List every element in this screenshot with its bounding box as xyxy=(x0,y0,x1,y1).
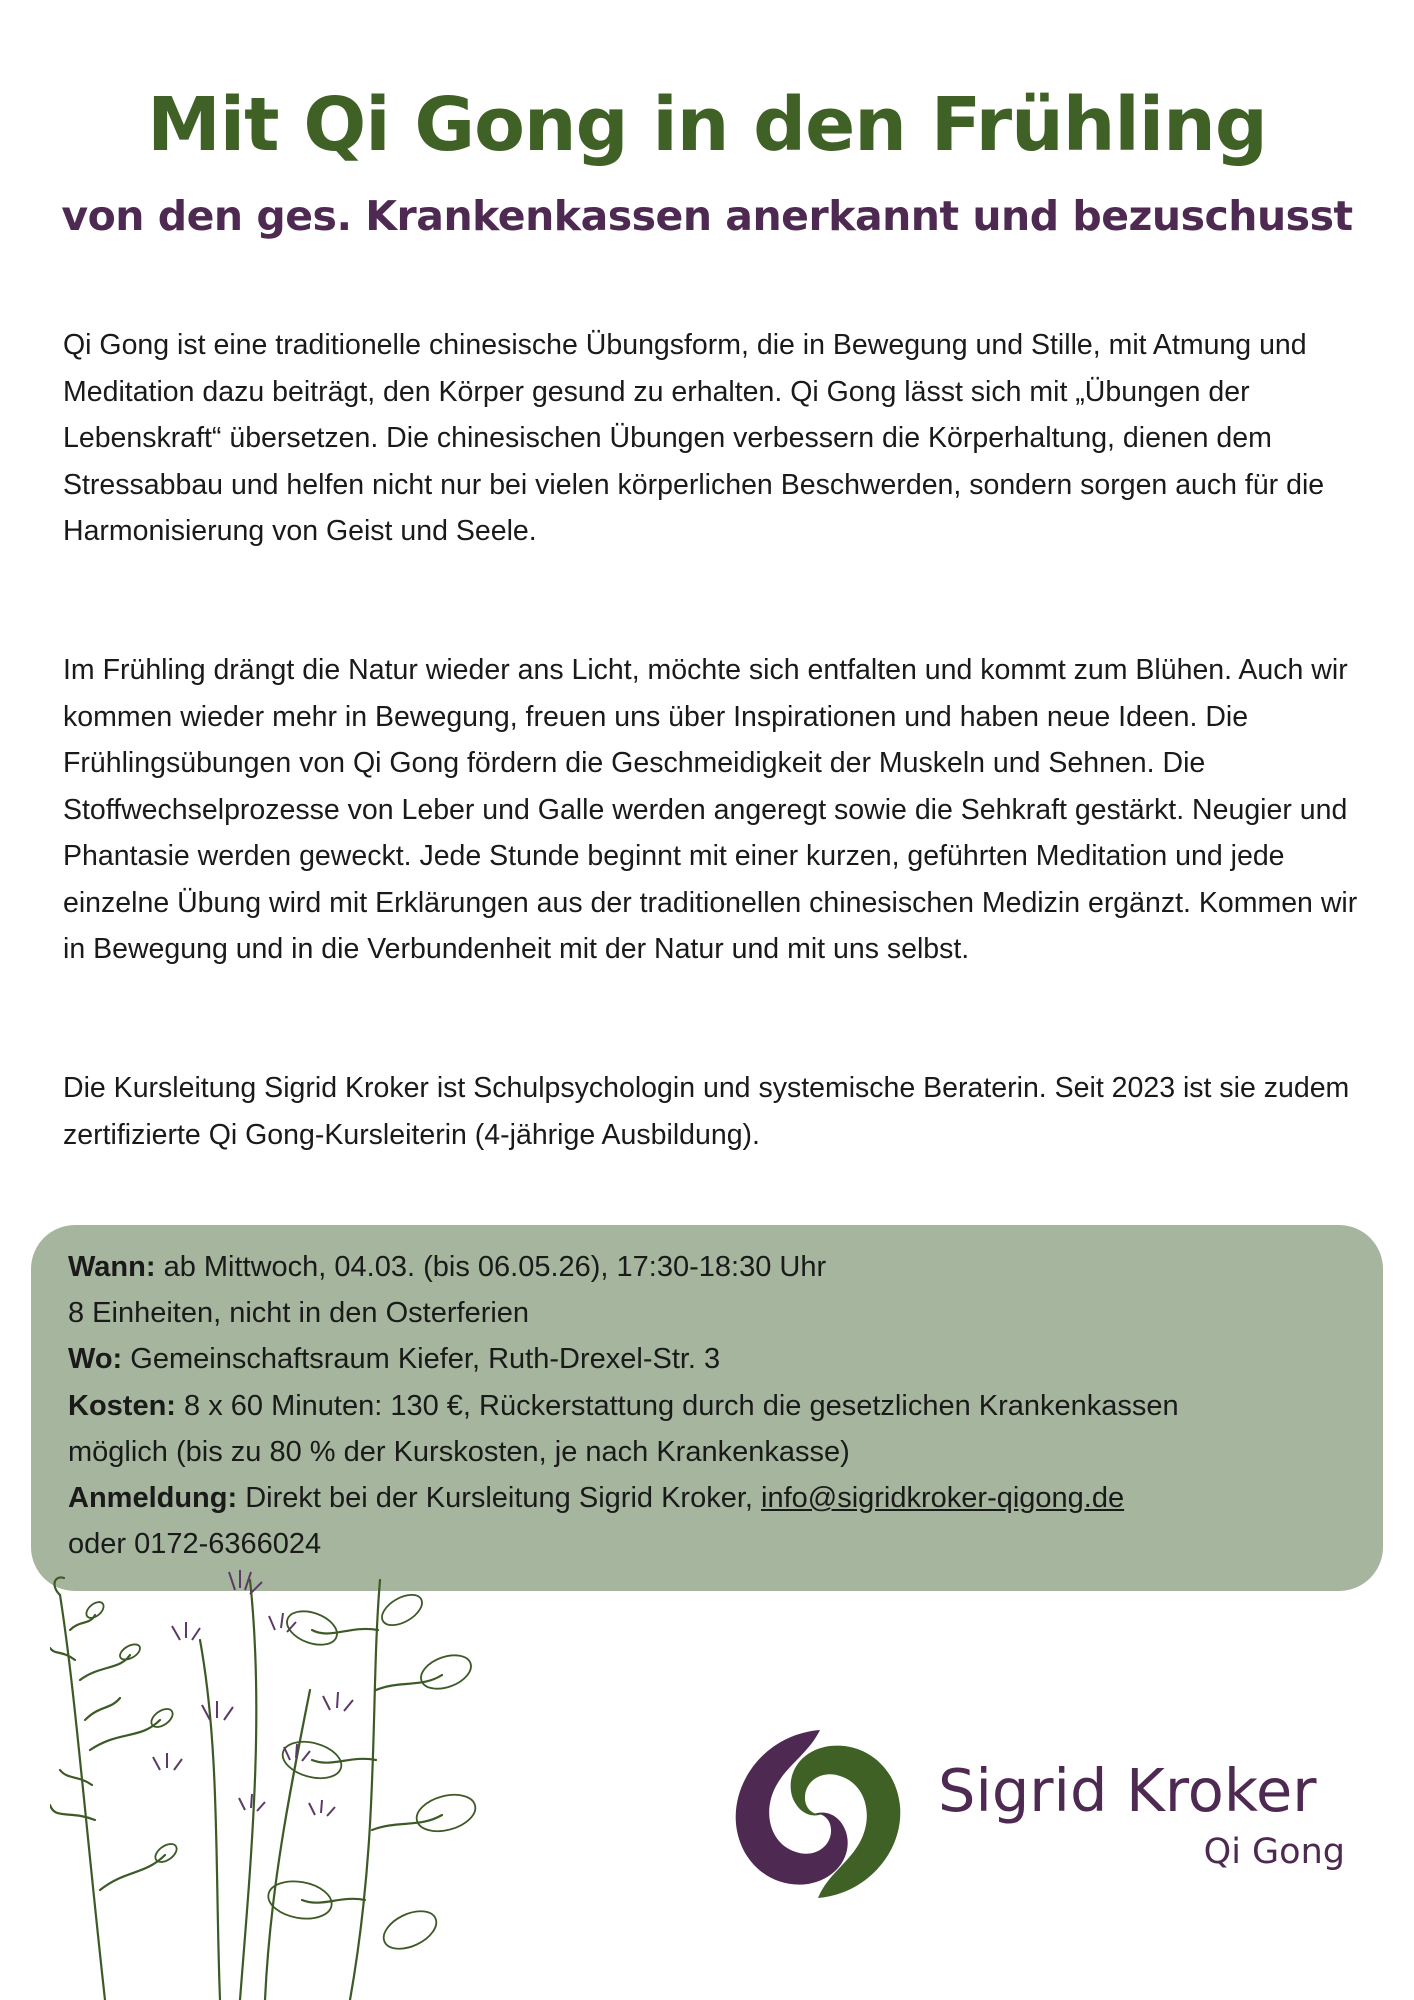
info-when xyxy=(68,1244,1347,1290)
signup-label: Anmeldung: xyxy=(68,1482,238,1515)
where-label: Wo: xyxy=(68,1343,123,1376)
course-info-box xyxy=(31,1225,1383,1591)
logo-subtitle: Qi Gong xyxy=(1203,1832,1345,1872)
spiral-logo-icon xyxy=(728,1724,908,1904)
cost-label: Kosten: xyxy=(68,1389,176,1422)
info-cost-note: möglich (bis zu 80 % der Kurskosten, je nach Krankenkasse) xyxy=(68,1435,850,1468)
where-value: Gemeinschaftsraum Kiefer, Ruth-Drexel-Str. 3 xyxy=(122,1343,721,1376)
email-link[interactable]: info@sigridkroker-qigong.de xyxy=(761,1482,1125,1515)
page-title: Mit Qi Gong in den Frühling xyxy=(147,82,1267,168)
when-value: ab Mittwoch, 04.03. (bis 06.05.26), 17:30-18:30 Uhr xyxy=(155,1251,827,1283)
intro-paragraph: Qi Gong ist eine traditionelle chinesische Übungsform, die in Bewegung und Stille, mit Atmung und Meditation dazu beiträgt, den Körper gesund zu erhalten. Qi Gong lässt sich mit „Übungen der Lebenskraft“ übersetzen. Die chinesischen Übungen verbessern die Körperhaltung, dienen dem Stressabbau und helfen nicht nur bei vielen körperlichen Beschwerden, sondern sorgen auch für die Harmonisierung von Geist und Seele. xyxy=(63,329,1325,547)
when-label: Wann: xyxy=(68,1251,156,1283)
signup-value: Direkt bei der Kursleitung Sigrid Kroker, xyxy=(237,1482,761,1515)
info-phone: oder 0172-6366024 xyxy=(68,1528,322,1561)
instructor-paragraph: Die Kursleitung Sigrid Kroker ist Schulpsychologin und systemische Beraterin. Seit 2023 ist sie zudem zertifizierte Qi Gong-Kursleiterin (4-jährige Ausbildung). xyxy=(63,1072,1350,1151)
logo-name: Sigrid Kroker xyxy=(938,1756,1317,1825)
info-cost xyxy=(68,1383,1347,1429)
info-signup xyxy=(68,1475,1347,1521)
spring-paragraph: Im Frühling drängt die Natur wieder ans Licht, möchte sich entfalten und kommt zum Blühen. Auch wir kommen wieder mehr in Bewegung, freuen uns über Inspirationen und haben neue Ideen. Die Frühlingsübungen von Qi Gong fördern die Geschmeidigkeit der Muskeln und Sehnen. Die Stoffwechselprozesse von Leber und Galle werden angeregt sowie die Sehkraft gestärkt. Neugier und Phantasie werden geweckt. Jede Stunde beginnt mit einer kurzen, geführten Meditation und jede einzelne Übung wird mit Erklärungen aus der traditionellen chinesischen Medizin ergänzt. Kommen wir in Bewegung und in die Verbundenheit mit der Natur und mit uns selbst. xyxy=(63,654,1358,965)
info-where xyxy=(68,1336,1347,1382)
page-subtitle: von den ges. Krankenkassen anerkannt und bezuschusst xyxy=(61,192,1353,240)
info-units: 8 Einheiten, nicht in den Osterferien xyxy=(68,1297,530,1330)
flower-illustration-icon xyxy=(50,1570,570,2000)
cost-value: 8 x 60 Minuten: 130 €, Rückerstattung durch die gesetzlichen Krankenkassen xyxy=(175,1389,1179,1422)
